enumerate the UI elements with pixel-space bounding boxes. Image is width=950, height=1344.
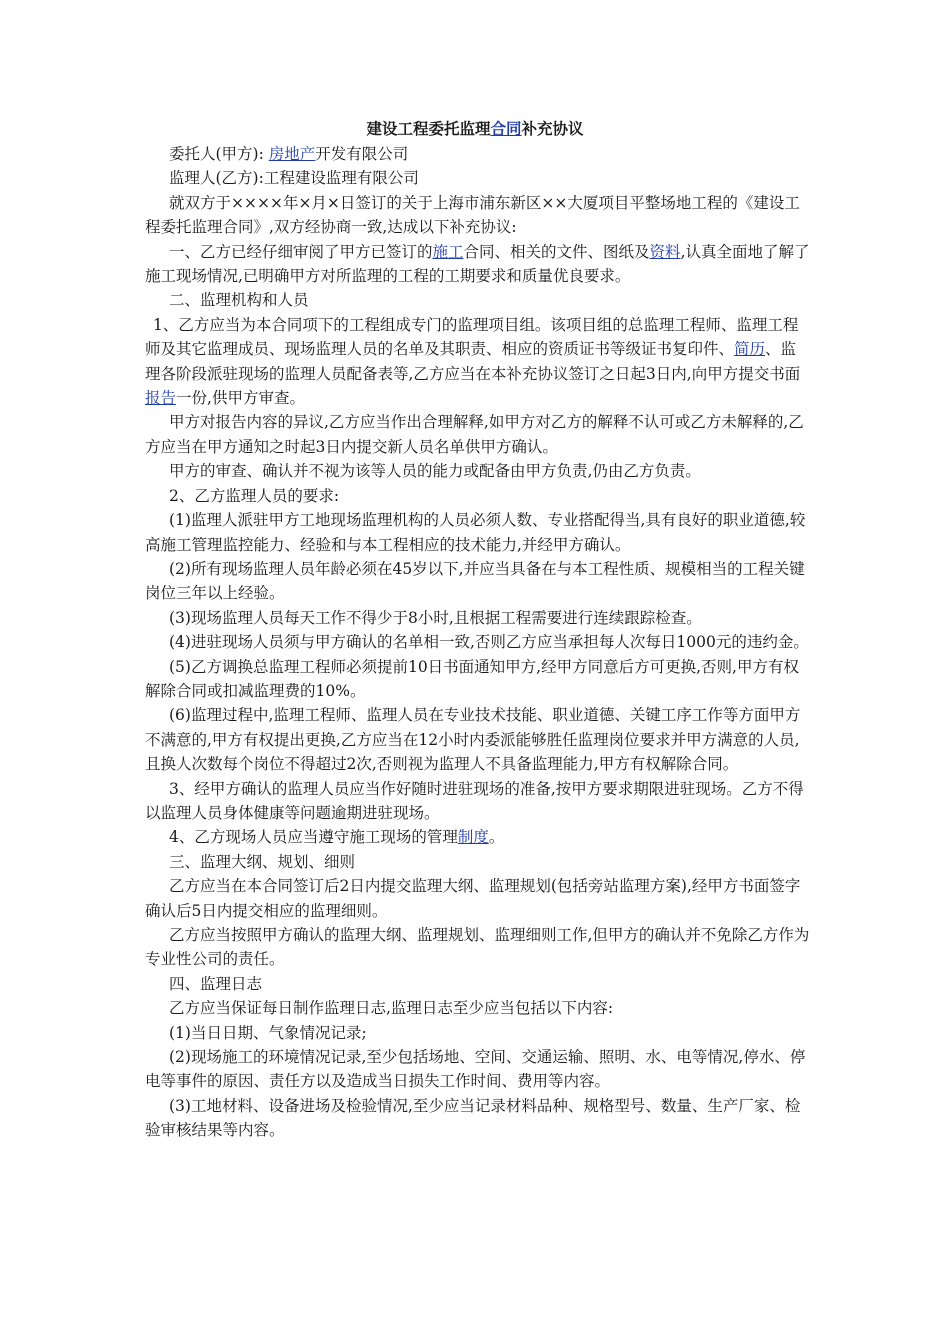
client-label: 委托人(甲方): <box>169 145 269 163</box>
p2-4-text-post: 。 <box>488 828 505 847</box>
link-materials[interactable]: 资料 <box>649 242 681 261</box>
paragraph-log-1: (1)当日日期、气象情况记录; <box>169 1023 367 1042</box>
paragraph-req-1: (1)监理人派驻甲方工地现场监理机构的人员必须人数、专业搭配得当,具有良好的职业道德,较高施工管理监控能力、经验和与本工程相应的技术能力,并经甲方确认。 <box>145 511 806 554</box>
paragraph-req-5: (5)乙方调换总监理工程师必须提前10日书面通知甲方,经甲方同意后方可更换,否则,甲方有权解除合同或扣减监理费的10%。 <box>145 657 799 700</box>
link-construction[interactable]: 施工 <box>432 242 464 261</box>
heading-section-4: 四、监理日志 <box>169 974 263 993</box>
paragraph-3-1: 乙方应当在本合同签订后2日内提交监理大纲、监理规划(包括旁站监理方案),经甲方书面签字确认后5日内提交相应的监理细则。 <box>145 877 801 920</box>
title-text-pre: 建设工程委托监理 <box>366 119 491 138</box>
p2-1-text-b: 、监理各阶段派驻现场的监理人员配备表等,乙方应当在本补充协议签订之日起3日内,向甲方提交书面 <box>145 340 801 383</box>
paragraph-3-2: 乙方应当按照甲方确认的监理大纲、监理规划、监理细则工作,但甲方的确认并不免除乙方作为专业性公司的责任。 <box>145 926 810 969</box>
link-real-estate[interactable]: 房地产 <box>268 145 316 163</box>
document-title <box>0 118 950 140</box>
link-report[interactable]: 报告 <box>145 389 177 408</box>
clause-1-text-a: 一、乙方已经仔细审阅了甲方已签订的 <box>169 242 433 261</box>
heading-section-3: 三、监理大纲、规划、细则 <box>169 852 356 871</box>
link-resume[interactable]: 简历 <box>734 340 766 359</box>
link-rules[interactable]: 制度 <box>457 828 489 847</box>
clause-1-text-c: ,认真全面地了解了施工现场情况,已明确甲方对所监理的工程的工期要求和质量优良要求。 <box>145 242 810 286</box>
document-body <box>145 142 810 1143</box>
p2-4-text-pre: 4、乙方现场人员应当遵守施工现场的管理 <box>169 828 458 847</box>
paragraph-log-2: (2)现场施工的环境情况记录,至少包括场地、空间、交通运输、照明、水、电等情况,停水、停电等事件的原因、责任方以及造成当日损失工作时间、费用等内容。 <box>145 1048 806 1091</box>
clause-1-text-b: 合同、相关的文件、图纸及 <box>463 242 650 261</box>
title-link-contract[interactable]: 合同 <box>490 119 522 138</box>
paragraph-2-2: 2、乙方监理人员的要求: <box>169 486 340 505</box>
client-name-rest: 开发有限公司 <box>315 145 409 163</box>
paragraph-log-3: (3)工地材料、设备进场及检验情况,至少应当记录材料品种、规格型号、数量、生产厂家、检验审核结果等内容。 <box>145 1096 801 1140</box>
paragraph-review: 甲方的审查、确认并不视为该等人员的能力或配备由甲方负责,仍由乙方负责。 <box>169 462 701 481</box>
paragraph-req-6: (6)监理过程中,监理工程师、监理人员在专业技术技能、职业道德、关键工序工作等方面甲方不满意的,甲方有权提出更换,乙方应当在12小时内委派能够胜任监理岗位要求并甲方满意的人员,且换人次数每个岗位不得超过2次,否则视为监理人不具备监理能力,甲方有权解除合同。 <box>145 706 801 774</box>
title-text-post: 补充协议 <box>521 119 584 138</box>
paragraph-2-3: 3、经甲方确认的监理人员应当作好随时进驻现场的准备,按甲方要求期限进驻现场。乙方不得以监理人员身体健康等问题逾期进驻现场。 <box>145 779 804 822</box>
p2-1-text-a: 1、乙方应当为本合同项下的工程组成专门的监理项目组。该项目组的总监理工程师、监理工程师及其它监理成员、现场监理人员的名单及其职责、相应的资质证书等级证书复印件、 <box>145 315 799 359</box>
paragraph-objection: 甲方对报告内容的异议,乙方应当作出合理解释,如甲方对乙方的解释不认可或乙方未解释的,乙方应当在甲方通知之时起3日内提交新人员名单供甲方确认。 <box>145 413 804 456</box>
paragraph-clause-1 <box>145 240 810 289</box>
p2-1-text-c: 一份,供甲方审查。 <box>176 389 305 408</box>
paragraph-2-4 <box>145 825 810 849</box>
paragraph-preamble: 就双方于××××年×月×日签订的关于上海市浦东新区××大厦项目平整场地工程的《建设工程委托监理合同》,双方经协商一致,达成以下补充协议: <box>145 193 800 237</box>
paragraph-client <box>145 142 810 166</box>
paragraph-req-4: (4)进驻现场人员须与甲方确认的名单相一致,否则乙方应当承担每人次每日1000元的违约金。 <box>169 633 809 652</box>
paragraph-4-1: 乙方应当保证每日制作监理日志,监理日志至少应当包括以下内容: <box>169 999 614 1018</box>
heading-section-2: 二、监理机构和人员 <box>169 291 309 310</box>
paragraph-req-3: (3)现场监理人员每天工作不得少于8小时,且根据工程需要进行连续跟踪检查。 <box>169 608 702 627</box>
paragraph-req-2: (2)所有现场监理人员年龄必须在45岁以下,并应当具备在与本工程性质、规模相当的工程关键岗位三年以上经验。 <box>145 559 805 603</box>
paragraph-supervisor: 监理人(乙方):工程建设监理有限公司 <box>169 169 419 188</box>
paragraph-2-1 <box>145 313 810 411</box>
